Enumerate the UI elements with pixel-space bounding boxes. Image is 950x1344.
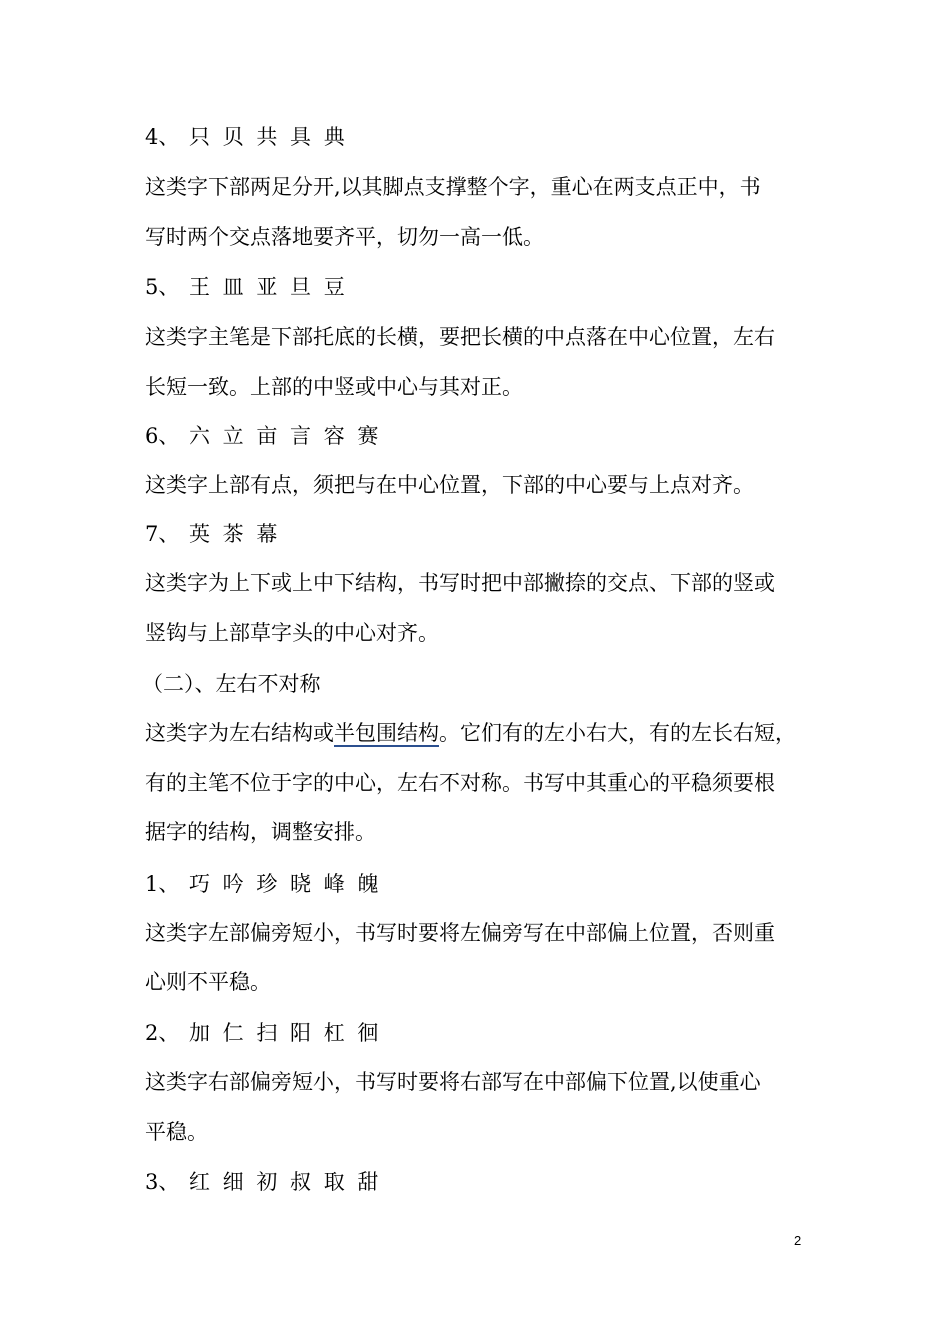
example-characters: 加 仁 扫 阳 杠 徊 — [189, 1021, 379, 1045]
list-number: 6、 — [145, 424, 180, 448]
paragraph-line: 这类字下部两足分开,以其脚点支撑整个字，重心在两支点正中，书 — [145, 175, 761, 199]
example-heading-1 — [145, 869, 815, 899]
list-number: 3、 — [145, 1170, 180, 1194]
example-characters: 英 茶 幕 — [189, 522, 278, 546]
example-characters: 红 细 初 叔 取 甜 — [189, 1170, 379, 1194]
paragraph-line — [145, 718, 815, 748]
example-heading-4 — [145, 122, 815, 152]
example-heading-6 — [145, 421, 815, 451]
paragraph-line: 有的主笔不位于字的中心，左右不对称。书写中其重心的平稳须要根 — [145, 771, 775, 795]
paragraph-line: 平稳。 — [145, 1120, 208, 1144]
paragraph-line: 这类字右部偏旁短小，书写时要将右部写在中部偏下位置,以使重心 — [145, 1070, 761, 1094]
example-characters: 巧 吟 珍 晓 峰 魄 — [189, 872, 379, 896]
paragraph-line: 这类字主笔是下部托底的长横，要把长横的中点落在中心位置，左右 — [145, 325, 775, 349]
example-heading-2 — [145, 1018, 815, 1048]
example-characters: 王 皿 亚 旦 豆 — [189, 275, 345, 299]
paragraph-line: 写时两个交点落地要齐平，切勿一高一低。 — [145, 225, 544, 249]
list-number: 4、 — [145, 125, 180, 149]
text-run: 。它们有的左小右大，有的左长右短， — [439, 721, 796, 745]
paragraph-line: 心则不平稳。 — [145, 970, 271, 994]
page-number: 2 — [794, 1233, 802, 1248]
list-number: 7、 — [145, 522, 180, 546]
list-number: 5、 — [145, 275, 180, 299]
section-heading: （二）、左右不对称 — [142, 672, 321, 696]
term-link[interactable]: 半包围结构 — [334, 721, 439, 745]
list-number: 1、 — [145, 872, 180, 896]
paragraph-line: 这类字为上下或上中下结构，书写时把中部撇捺的交点、下部的竖或 — [145, 571, 775, 595]
example-characters: 六 立 亩 言 容 赛 — [189, 424, 379, 448]
paragraph-line: 竖钩与上部草字头的中心对齐。 — [145, 621, 439, 645]
paragraph-line: 据字的结构，调整安排。 — [145, 820, 376, 844]
list-number: 2、 — [145, 1021, 180, 1045]
paragraph-line: 长短一致。上部的中竖或中心与其对正。 — [145, 375, 523, 399]
example-heading-5 — [145, 272, 815, 302]
text-run: 这类字为左右结构或 — [145, 721, 334, 745]
example-characters: 只 贝 共 具 典 — [189, 125, 345, 149]
example-heading-3 — [145, 1167, 815, 1197]
example-heading-7 — [145, 519, 815, 549]
paragraph-line: 这类字左部偏旁短小，书写时要将左偏旁写在中部偏上位置，否则重 — [145, 921, 775, 945]
paragraph-line: 这类字上部有点，须把与在中心位置，下部的中心要与上点对齐。 — [145, 473, 754, 497]
